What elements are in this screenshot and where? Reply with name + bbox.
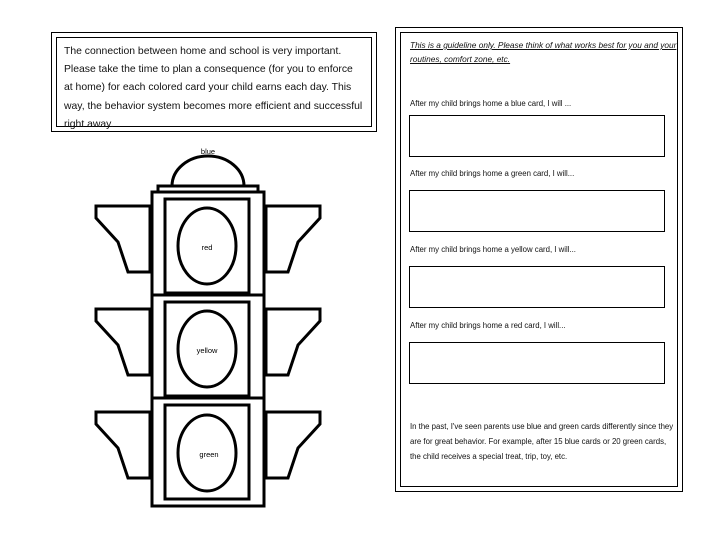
intro-box-inner <box>56 37 372 130</box>
guide-box <box>395 27 683 492</box>
traffic-light-drawing <box>90 142 330 514</box>
guideline-note: This is a guideline only. Please think of what works best for you and your routines, comfort zone, etc. <box>410 40 677 64</box>
green-card-answer-box[interactable] <box>409 190 665 232</box>
red-lamp-label: red <box>201 243 213 252</box>
intro-box <box>51 32 377 132</box>
green-card-prompt: After my child brings home a green card, I will... <box>410 169 575 178</box>
yellow-card-answer-box[interactable] <box>409 266 665 308</box>
yellow-card-prompt: After my child brings home a yellow card, I will... <box>410 245 576 254</box>
guide-box-inner <box>400 32 678 487</box>
red-card-prompt: After my child brings home a red card, I will... <box>410 321 566 330</box>
green-lamp-label: green <box>199 450 219 459</box>
blue-card-answer-box[interactable] <box>409 115 665 157</box>
intro-text: The connection between home and school is very important. Please take the time to plan a consequence (for you to enforce at home) for each colored card your child earns each day. This way, the behavior system becomes more efficient and successful right away. <box>64 46 363 130</box>
blue-card-prompt: After my child brings home a blue card, I will ... <box>410 99 572 108</box>
yellow-lamp-label: yellow <box>196 346 218 355</box>
traffic-light-blue-label: blue <box>200 147 216 156</box>
traffic-light-dome <box>172 156 244 186</box>
red-card-answer-box[interactable] <box>409 342 665 384</box>
footer-text: In the past, I've seen parents use blue and green cards differently since they are for great behavior. For example, after 15 blue cards or 20 green cards, the child receives a special treat, trip, toy, etc. <box>410 422 674 461</box>
